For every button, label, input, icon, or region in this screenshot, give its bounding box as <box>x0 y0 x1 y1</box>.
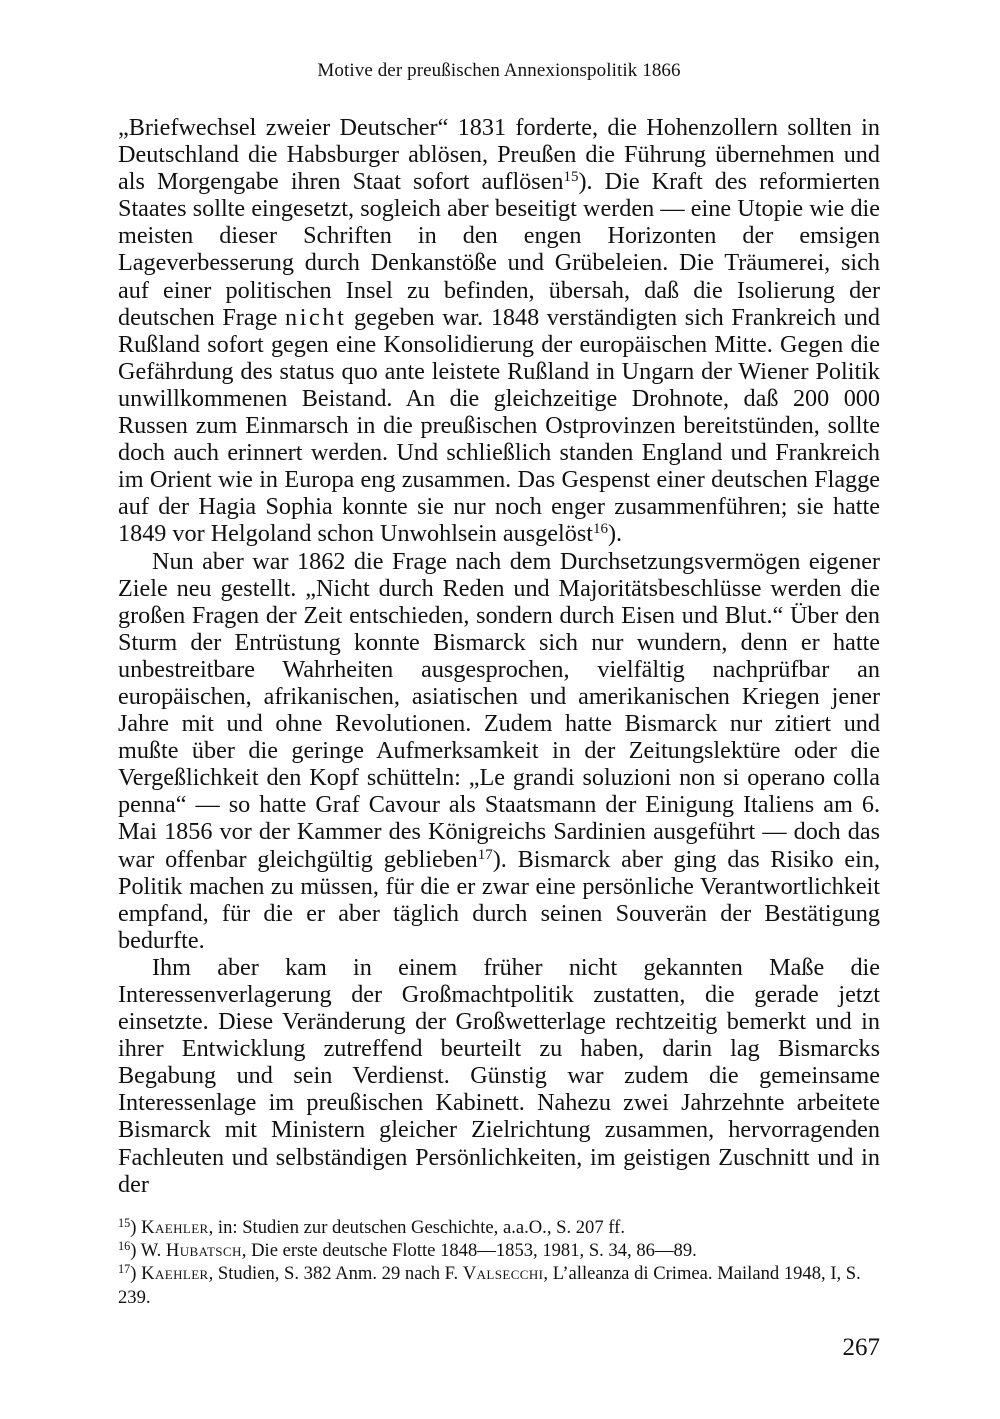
footnote-text: , L’alleanza di Crimea. Mailand 1948, I, S. 239. <box>118 1263 861 1308</box>
text-run: ). Bismarck aber ging das Risiko ein, Politik machen zu müssen, für die er zwar eine persönliche Verantwortlichkeit empfand, für die er aber täglich durch seinen Souverän der Bestätigung bedurfte. <box>118 845 880 954</box>
text-run: ). <box>607 520 623 548</box>
footnote-mark-close: ) <box>130 1263 137 1285</box>
text-run: „Briefwechsel zweier Deutscher“ 1831 forderte, die Hohenzollern sollten in Deutschland die Habsburger ablösen, Preußen die Führung übernehmen und als Morgengabe ihren Staat sofort auflösen <box>118 114 880 196</box>
text-run: Ihm aber kam in einem früher nicht gekannten Maße die Interessenverlagerung der Großmachtpolitik zustatten, die gerade jetzt einsetzte. Diese Veränderung der Großwetterlage rechtzeitig bemerkt und in ihrer Entwicklung zutreffend beurteilt zu haben, darin lag Bismarcks Begabung und sein Verdienst. Günstig war zudem die gemeinsame Interessenlage im preußischen Kabinett. Nahezu zwei Jahrzehnte arbeitete Bismarck mit Ministern gleicher Zielrichtung zusammen, hervorragenden Fachleuten und selbständigen Persönlichkeiten, im geistigen Zuschnitt und in der <box>118 953 880 1198</box>
footnote-text: , Die erste deutsche Flotte 1848—1853, 1981, S. 34, 86—89. <box>241 1240 697 1262</box>
author-initial: W. <box>140 1240 166 1262</box>
text-run: gegeben war. 1848 verständigten sich Frankreich und Rußland sofort gegen eine Konsolidierung der europäischen Mitte. Gegen die Gefährdung des status quo ante leistete Rußland in Ungarn der Wiener Politik unwillkommenen Beistand. An die gleichzeitige Drohnote, daß 200 000 Russen zum Einmarsch in die preußischen Ostprovinzen bereitstünden, sollte doch auch erinnert werden. Und schließlich standen England und Frankreich im Orient wie in Europa eng zusammen. Das Gespenst einer deutschen Flagge auf der Hagia Sophia konnte sie nur noch enger zusammenführen; sie hatte 1849 vor Helgoland schon Unwohlsein ausgelöst <box>118 303 880 548</box>
footnote-ref-15: 15 <box>563 168 579 185</box>
footnotes <box>118 1216 880 1309</box>
footnote-mark-close: ) <box>130 1217 137 1238</box>
footnote-mark: 15 <box>118 1215 131 1230</box>
emphasis-spaced: nicht <box>285 303 347 331</box>
running-head: Motive der preußischen Annexionspolitik 1866 <box>317 60 681 81</box>
paragraph-2 <box>118 548 880 954</box>
footnote-mark: 17 <box>118 1262 131 1277</box>
footnote-text: , in: Studien zur deutschen Geschichte, a.a.O., S. 207 ff. <box>208 1217 625 1238</box>
footnote-mark: 16 <box>118 1239 131 1254</box>
author-name: Valsecchi <box>462 1263 544 1285</box>
body-text <box>118 114 880 1198</box>
footnote-ref-17: 17 <box>477 846 493 863</box>
text-run: ). Die Kraft des reformierten Staates sollte eingesetzt, sogleich aber beseitigt werden — eine Utopie wie die meisten dieser Schriften in den engen Horizonten der emsigen Lageverbesserung durch Denkanstöße und Grübeleien. Die Träumerei, sich auf einer politischen Insel zu befinden, übersah, daß die Isolierung der deutschen Frage <box>118 168 880 331</box>
footnote-mark-close: ) <box>130 1240 137 1262</box>
footnote-ref-16: 16 <box>592 521 608 538</box>
paragraph-1 <box>118 114 880 548</box>
author-name: Hubatsch <box>165 1240 242 1262</box>
author-name: Kaehler <box>141 1263 209 1285</box>
author-name: Kaehler <box>141 1217 209 1238</box>
footnote-15 <box>118 1216 880 1239</box>
page-number: 267 <box>842 1334 880 1361</box>
footnote-17 <box>118 1262 880 1308</box>
text-run: Nun aber war 1862 die Frage nach dem Durchsetzungsvermögen eigener Ziele neu gestellt. „Nicht durch Reden und Majoritätsbeschlüsse werden die großen Fragen der Zeit entschieden, sondern durch Eisen und Blut.“ Über den Sturm der Entrüstung konnte Bismarck sich nur wundern, denn er hatte unbestreitbare Wahrheiten ausgesprochen, vielfältig nachprüfbar an europäischen, afrikanischen, asiatischen und amerikanischen Kriegen jener Jahre mit und ohne Revolutionen. Zudem hatte Bismarck nur zitiert und mußte über die geringe Aufmerksamkeit in der Zeitungslektüre oder die Vergeßlichkeit den Kopf schütteln: „Le grandi soluzioni non si operano colla penna“ — so hatte Graf Cavour als Staatsmann der Einigung Italiens am 6. Mai 1856 vor der Kammer des Königreichs Sardinien ausgeführt — doch das war offenbar gleichgültig geblieben <box>118 547 880 873</box>
footnote-16 <box>118 1239 880 1262</box>
paragraph-3 <box>118 954 880 1198</box>
footnote-text: , Studien, S. 382 Anm. 29 nach F. <box>208 1263 463 1285</box>
